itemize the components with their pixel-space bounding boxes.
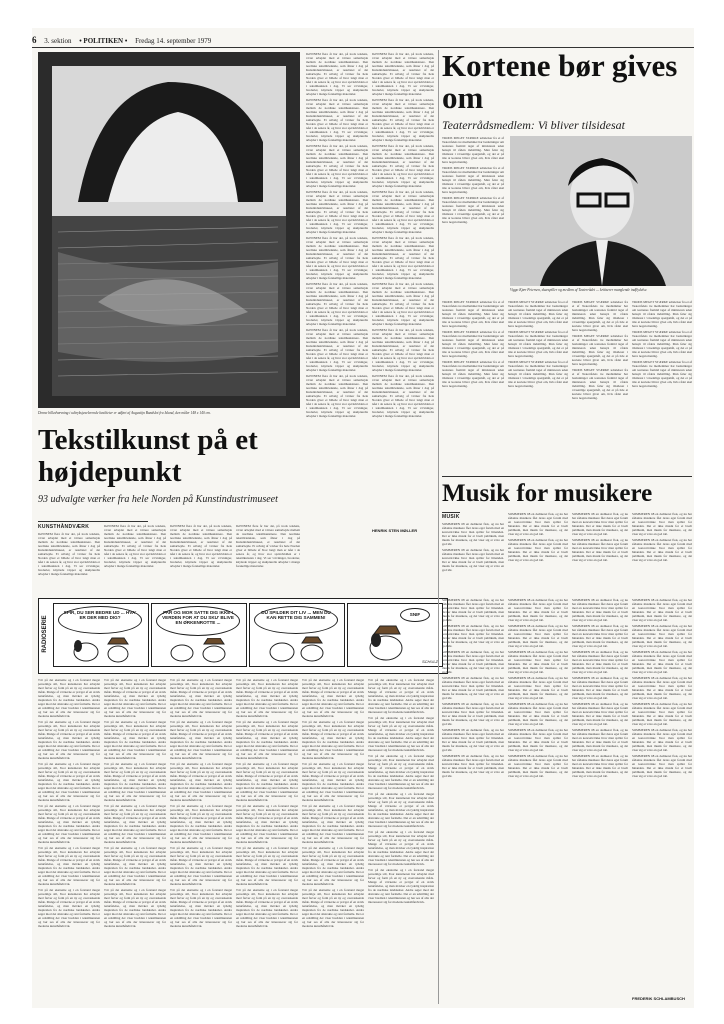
theater-headline: Kortene bør gives om bbox=[442, 48, 678, 115]
comic-bubble-4: SNIF bbox=[400, 608, 430, 622]
comic-panel-4 bbox=[347, 603, 443, 667]
music-body-col3: SOMMEREN 68 en dedikeret flok, og nu har sådanne musikere fået deres eget forum med en koncertrække hvor man spiller for hinanden. Det er ikke musik for et bredt publikum, men musik for musikere, og det viser sig at være en god idé. SOMMEREN 68 en dedikeret flok, og nu har sådanne musikere fået deres eget forum med en koncertrække hvor man spiller for hinanden. Det er ikke musik for et bredt publikum, men musik for musikere, og det viser sig at være en god idé. bbox=[572, 512, 628, 562]
snoopy-figure-1 bbox=[64, 636, 138, 664]
lower-col-10: SOMMEREN 68 en dedikeret flok, og nu har sådanne musikere fået deres eget forum med en koncertrække hvor man spiller for hinanden. Det er ikke musik for et bredt publikum, men musik for musikere, og det viser sig at være en god idé. SOMMEREN 68 en dedikeret flok, og nu har sådanne musikere fået deres eget forum med en koncertrække hvor man spiller for hinanden. Det er ikke musik for et bredt publikum, men musik for musikere, og det viser sig at være en god idé. SOMMEREN 68 en dedikeret flok, og nu har sådanne musikere fået deres eget forum med en koncertrække hvor man spiller for hinanden. Det er ikke musik for et bredt publikum, men musik for musikere, og det viser sig at være en god idé. SOMMEREN 68 en dedikeret flok, og nu har sådanne musikere fået deres eget forum med en koncertrække hvor man spiller for hinanden. Det er ikke musik for et bredt publikum, men musik for musikere, og det viser sig at være en god idé. SOMMEREN 68 en dedikeret flok, og nu har sådanne musikere fået deres eget forum med en koncertrække hvor man spiller for hinanden. Det er ikke musik for et bredt publikum, men musik for musikere, og det viser sig at være en god idé. SOMMEREN 68 en dedikeret flok, og nu har sådanne musikere fået deres eget forum med en koncertrække hvor man spiller for hinanden. Det er ikke musik for et bredt publikum, men musik for musikere, og det viser sig at være en god idé. SOMMEREN 68 en dedikeret flok, og nu har sådanne musikere fået deres eget forum med en koncertrække hvor man spiller for hinanden. Det er ikke musik for et bredt publikum, men musik for musikere, og det viser sig at være en god idé. bbox=[632, 598, 692, 778]
art-body-col3: IGENNEM flere år har det, på trods tendens, været arbejdet med et tættere samarbejde mellem de nordiske tekstilkunstnere. Den nordiske tekstiltriennale, som åbner i dag på Kunstindustrimuseet, er resultatet af det samarbejde. Et udvalg af værker fra hele Norden giver et billede af hvor langt man er nået i de senere år, og hvor stor spændvidden er i tekstilkunsten i dag. Vi ser vævninger, broderier, knyttede tæpper og skulpturelle arbejder i mange forskellige materialer. bbox=[170, 524, 232, 568]
comic-signature: SCHULZ bbox=[421, 659, 438, 664]
lower-col-5: Tæt på det ekstreme og i en forstand meget personlige stil, hvor kunstneren har arbejdet med farver og form på en ny og overraskende måde. Mange af værkerne er præget af en stærk naturfølelse, og man mærker en tydelig inspiration fra de nordiske landskaber. Andre søger mod det abstrakte og rent formelle. Det er en udstilling der viser bredden i tekstilkunsten og bør ses af alle der interesserer sig for moderne kunsthåndværk. Tæt på det ekstreme og i en forstand meget personlige stil, hvor kunstneren har arbejdet med farver og form på en ny og overraskende måde. Mange af værkerne er præget af en stærk naturfølelse, og man mærker en tydelig inspiration fra de nordiske landskaber. Andre søger mod det abstrakte og rent formelle. Det er en udstilling der viser bredden i tekstilkunsten og bør ses af alle der interesserer sig for moderne kunsthåndværk. Tæt på det ekstreme og i en forstand meget personlige stil, hvor kunstneren har arbejdet med farver og form på en ny og overraskende måde. Mange af værkerne er præget af en stærk naturfølelse, og man mærker en tydelig inspiration fra de nordiske landskaber. Andre søger mod det abstrakte og rent formelle. Det er en udstilling der viser bredden i tekstilkunsten og bør ses af alle der interesserer sig for moderne kunsthåndværk. Tæt på det ekstreme og i en forstand meget personlige stil, hvor kunstneren har arbejdet med farver og form på en ny og overraskende måde. Mange af værkerne er præget af en stærk naturfølelse, og man mærker en tydelig inspiration fra de nordiske landskaber. Andre søger mod det abstrakte og rent formelle. Det er en udstilling der viser bredden i tekstilkunsten og bør ses af alle der interesserer sig for moderne kunsthåndværk. Tæt på det ekstreme og i en forstand meget personlige stil, hvor kunstneren har arbejdet med farver og form på en ny og overraskende måde. Mange af værkerne er præget af en stærk naturfølelse, og man mærker en tydelig inspiration fra de nordiske landskaber. Andre søger mod det abstrakte og rent formelle. Det er en udstilling der viser bredden i tekstilkunsten og bør ses af alle der interesserer sig for moderne kunsthåndværk. Tæt på det ekstreme og i en forstand meget personlige stil, hvor kunstneren har arbejdet med farver og form på en ny og overraskende måde. Mange af værkerne er præget af en stærk naturfølelse, og man mærker en tydelig inspiration fra de nordiske landskaber. Andre søger mod det abstrakte og rent formelle. Det er en udstilling der viser bredden i tekstilkunsten og bør ses af alle der interesserer sig for moderne kunsthåndværk. bbox=[302, 678, 364, 928]
art-kicker-rule bbox=[38, 521, 148, 522]
lower-col-7: SOMMEREN 68 en dedikeret flok, og nu har sådanne musikere fået deres eget forum med en koncertrække hvor man spiller for hinanden. Det er ikke musik for et bredt publikum, men musik for musikere, og det viser sig at være en god idé. SOMMEREN 68 en dedikeret flok, og nu har sådanne musikere fået deres eget forum med en koncertrække hvor man spiller for hinanden. Det er ikke musik for et bredt publikum, men musik for musikere, og det viser sig at være en god idé. SOMMEREN 68 en dedikeret flok, og nu har sådanne musikere fået deres eget forum med en koncertrække hvor man spiller for hinanden. Det er ikke musik for et bredt publikum, men musik for musikere, og det viser sig at være en god idé. SOMMEREN 68 en dedikeret flok, og nu har sådanne musikere fået deres eget forum med en koncertrække hvor man spiller for hinanden. Det er ikke musik for et bredt publikum, men musik for musikere, og det viser sig at være en god idé. SOMMEREN 68 en dedikeret flok, og nu har sådanne musikere fået deres eget forum med en koncertrække hvor man spiller for hinanden. Det er ikke musik for et bredt publikum, men musik for musikere, og det viser sig at være en god idé. SOMMEREN 68 en dedikeret flok, og nu har sådanne musikere fået deres eget forum med en koncertrække hvor man spiller for hinanden. Det er ikke musik for et bredt publikum, men musik for musikere, og det viser sig at være en god idé. SOMMEREN 68 en dedikeret flok, og nu har sådanne musikere fået deres eget forum med en koncertrække hvor man spiller for hinanden. Det er ikke musik for et bredt publikum, men musik for musikere, og det viser sig at være en god idé. bbox=[442, 598, 504, 778]
column-divider bbox=[438, 50, 439, 1004]
tapestry-illustration bbox=[38, 52, 300, 408]
comic-bubble-1: SPIR, DU SER BEDRE UD ... HVA' ER DER MED DIG? bbox=[58, 606, 142, 634]
snoopy-figure-4 bbox=[356, 624, 436, 664]
music-body-col4: SOMMEREN 68 en dedikeret flok, og nu har sådanne musikere fået deres eget forum med en koncertrække hvor man spiller for hinanden. Det er ikke musik for et bredt publikum, men musik for musikere, og det viser sig at være en god idé. SOMMEREN 68 en dedikeret flok, og nu har sådanne musikere fået deres eget forum med en koncertrække hvor man spiller for hinanden. Det er ikke musik for et bredt publikum, men musik for musikere, og det viser sig at være en god idé. bbox=[632, 512, 692, 562]
theater-subheadline: Teaterrådsmedlem: Vi bliver tilsidesat bbox=[442, 118, 625, 132]
comic-bubble-2: FAR OG MOR SATTE DIG IKKE I VERDEN FOR AT DU SKU' BLIVE EN ØRKENROTTE ... bbox=[156, 606, 240, 636]
art-body-col6: IGENNEM flere år har det, på trods tendens, været arbejdet med et tættere samarbejde mellem de nordiske tekstilkunstnere. Den nordiske tekstiltriennale, som åbner i dag på Kunstindustrimuseet, er resultatet af det samarbejde. Et udvalg af værker fra hele Norden giver et billede af hvor langt man er nået i de senere år, og hvor stor spændvidden er i tekstilkunsten i dag. Vi ser vævninger, broderier, knyttede tæpper og skulpturelle arbejder i mange forskellige materialer. IGENNEM flere år har det, på trods tendens, været arbejdet med et tættere samarbejde mellem de nordiske tekstilkunstnere. Den nordiske tekstiltriennale, som åbner i dag på Kunstindustrimuseet, er resultatet af det samarbejde. Et udvalg af værker fra hele Norden giver et billede af hvor langt man er nået i de senere år, og hvor stor spændvidden er i tekstilkunsten i dag. Vi ser vævninger, broderier, knyttede tæpper og skulpturelle arbejder i mange forskellige materialer. IGENNEM flere år har det, på trods tendens, været arbejdet med et tættere samarbejde mellem de nordiske tekstilkunstnere. Den nordiske tekstiltriennale, som åbner i dag på Kunstindustrimuseet, er resultatet af det samarbejde. Et udvalg af værker fra hele Norden giver et billede af hvor langt man er nået i de senere år, og hvor stor spændvidden er i tekstilkunsten i dag. Vi ser vævninger, broderier, knyttede tæpper og skulpturelle arbejder i mange forskellige materialer. IGENNEM flere år har det, på trods tendens, været arbejdet med et tættere samarbejde mellem de nordiske tekstilkunstnere. Den nordiske tekstiltriennale, som åbner i dag på Kunstindustrimuseet, er resultatet af det samarbejde. Et udvalg af værker fra hele Norden giver et billede af hvor langt man er nået i de senere år, og hvor stor spændvidden er i tekstilkunsten i dag. Vi ser vævninger, broderier, knyttede tæpper og skulpturelle arbejder i mange forskellige materialer. IGENNEM flere år har det, på trods tendens, været arbejdet med et tættere samarbejde mellem de nordiske tekstilkunstnere. Den nordiske tekstiltriennale, som åbner i dag på Kunstindustrimuseet, er resultatet af det samarbejde. Et udvalg af værker fra hele Norden giver et billede af hvor langt man er nået i de senere år, og hvor stor spændvidden er i tekstilkunsten i dag. Vi ser vævninger, broderier, knyttede tæpper og skulpturelle arbejder i mange forskellige materialer. IGENNEM flere år har det, på trods tendens, været arbejdet med et tættere samarbejde mellem de nordiske tekstilkunstnere. Den nordiske tekstiltriennale, som åbner i dag på Kunstindustrimuseet, er resultatet af det samarbejde. Et udvalg af værker fra hele Norden giver et billede af hvor langt man er nået i de senere år, og hvor stor spændvidden er i tekstilkunsten i dag. Vi ser vævninger, broderier, knyttede tæpper og skulpturelle arbejder i mange forskellige materialer. IGENNEM flere år har det, på trods tendens, været arbejdet med et tættere samarbejde mellem de nordiske tekstilkunstnere. Den nordiske tekstiltriennale, som åbner i dag på Kunstindustrimuseet, er resultatet af det samarbejde. Et udvalg af værker fra hele Norden giver et billede af hvor langt man er nået i de senere år, og hvor stor spændvidden er i tekstilkunsten i dag. Vi ser vævninger, broderier, knyttede tæpper og skulpturelle arbejder i mange forskellige materialer. IGENNEM flere år har det, på trods tendens, været arbejdet med et tættere samarbejde mellem de nordiske tekstilkunstnere. Den nordiske tekstiltriennale, som åbner i dag på Kunstindustrimuseet, er resultatet af det samarbejde. Et udvalg af værker fra hele Norden giver et billede af hvor langt man er nået i de senere år, og hvor stor spændvidden er i tekstilkunsten i dag. Vi ser vævninger, broderier, knyttede tæpper og skulpturelle arbejder i mange forskellige materialer. bbox=[372, 52, 434, 418]
art-byline: HENRIK STEN MØLLER bbox=[372, 528, 418, 533]
lower-col-8: SOMMEREN 68 en dedikeret flok, og nu har sådanne musikere fået deres eget forum med en koncertrække hvor man spiller for hinanden. Det er ikke musik for et bredt publikum, men musik for musikere, og det viser sig at være en god idé. SOMMEREN 68 en dedikeret flok, og nu har sådanne musikere fået deres eget forum med en koncertrække hvor man spiller for hinanden. Det er ikke musik for et bredt publikum, men musik for musikere, og det viser sig at være en god idé. SOMMEREN 68 en dedikeret flok, og nu har sådanne musikere fået deres eget forum med en koncertrække hvor man spiller for hinanden. Det er ikke musik for et bredt publikum, men musik for musikere, og det viser sig at være en god idé. SOMMEREN 68 en dedikeret flok, og nu har sådanne musikere fået deres eget forum med en koncertrække hvor man spiller for hinanden. Det er ikke musik for et bredt publikum, men musik for musikere, og det viser sig at være en god idé. SOMMEREN 68 en dedikeret flok, og nu har sådanne musikere fået deres eget forum med en koncertrække hvor man spiller for hinanden. Det er ikke musik for et bredt publikum, men musik for musikere, og det viser sig at være en god idé. SOMMEREN 68 en dedikeret flok, og nu har sådanne musikere fået deres eget forum med en koncertrække hvor man spiller for hinanden. Det er ikke musik for et bredt publikum, men musik for musikere, og det viser sig at være en god idé. SOMMEREN 68 en dedikeret flok, og nu har sådanne musikere fået deres eget forum med en koncertrække hvor man spiller for hinanden. Det er ikke musik for et bredt publikum, men musik for musikere, og det viser sig at være en god idé. bbox=[508, 598, 568, 778]
page-number: 6 bbox=[32, 35, 37, 45]
music-kicker: MUSIK bbox=[442, 514, 460, 520]
comic-bubble-3: DU SPILDER DIT LIV ... MEN DU KAN RETTE DIG SAMMEN! bbox=[254, 606, 338, 634]
art-body-col4: IGENNEM flere år har det, på trods tendens, været arbejdet med et tættere samarbejde mellem de nordiske tekstilkunstnere. Den nordiske tekstiltriennale, som åbner i dag på Kunstindustrimuseet, er resultatet af det samarbejde. Et udvalg af værker fra hele Norden giver et billede af hvor langt man er nået i de senere år, og hvor stor spændvidden er i tekstilkunsten i dag. Vi ser vævninger, broderier, knyttede tæpper og skulpturelle arbejder i mange forskellige materialer. bbox=[236, 524, 300, 568]
theater-photo bbox=[510, 136, 692, 286]
art-body-col1: IGENNEM flere år har det, på trods tendens, været arbejdet med et tættere samarbejde mellem de nordiske tekstilkunstnere. Den nordiske tekstiltriennale, som åbner i dag på Kunstindustrimuseet, er resultatet af det samarbejde. Et udvalg af værker fra hele Norden giver et billede af hvor langt man er nået i de senere år, og hvor stor spændvidden er i tekstilkunsten i dag. Vi ser vævninger, broderier, knyttede tæpper og skulpturelle arbejder i mange forskellige materialer. bbox=[38, 532, 100, 576]
snoopy-figure-3 bbox=[260, 636, 334, 664]
music-byline: FREDERIK SCHLAMBUSCH bbox=[632, 996, 685, 1001]
tapestry-image bbox=[38, 52, 300, 408]
theater-photo-caption: Viggo Kjær Petersen, skuespiller og medlem af Teaterrådet — kritiserer manglende indflydelse. bbox=[510, 288, 648, 292]
issue-date: Fredag 14. september 1979 bbox=[135, 37, 212, 45]
art-body-col2: IGENNEM flere år har det, på trods tendens, været arbejdet med et tættere samarbejde mellem de nordiske tekstilkunstnere. Den nordiske tekstiltriennale, som åbner i dag på Kunstindustrimuseet, er resultatet af det samarbejde. Et udvalg af værker fra hele Norden giver et billede af hvor langt man er nået i de senere år, og hvor stor spændvidden er i tekstilkunsten i dag. Vi ser vævninger, broderier, knyttede tæpper og skulpturelle arbejder i mange forskellige materialer. bbox=[104, 524, 166, 568]
lower-col-2: Tæt på det ekstreme og i en forstand meget personlige stil, hvor kunstneren har arbejdet med farver og form på en ny og overraskende måde. Mange af værkerne er præget af en stærk naturfølelse, og man mærker en tydelig inspiration fra de nordiske landskaber. Andre søger mod det abstrakte og rent formelle. Det er en udstilling der viser bredden i tekstilkunsten og bør ses af alle der interesserer sig for moderne kunsthåndværk. Tæt på det ekstreme og i en forstand meget personlige stil, hvor kunstneren har arbejdet med farver og form på en ny og overraskende måde. Mange af værkerne er præget af en stærk naturfølelse, og man mærker en tydelig inspiration fra de nordiske landskaber. Andre søger mod det abstrakte og rent formelle. Det er en udstilling der viser bredden i tekstilkunsten og bør ses af alle der interesserer sig for moderne kunsthåndværk. Tæt på det ekstreme og i en forstand meget personlige stil, hvor kunstneren har arbejdet med farver og form på en ny og overraskende måde. Mange af værkerne er præget af en stærk naturfølelse, og man mærker en tydelig inspiration fra de nordiske landskaber. Andre søger mod det abstrakte og rent formelle. Det er en udstilling der viser bredden i tekstilkunsten og bør ses af alle der interesserer sig for moderne kunsthåndværk. Tæt på det ekstreme og i en forstand meget personlige stil, hvor kunstneren har arbejdet med farver og form på en ny og overraskende måde. Mange af værkerne er præget af en stærk naturfølelse, og man mærker en tydelig inspiration fra de nordiske landskaber. Andre søger mod det abstrakte og rent formelle. Det er en udstilling der viser bredden i tekstilkunsten og bør ses af alle der interesserer sig for moderne kunsthåndværk. Tæt på det ekstreme og i en forstand meget personlige stil, hvor kunstneren har arbejdet med farver og form på en ny og overraskende måde. Mange af værkerne er præget af en stærk naturfølelse, og man mærker en tydelig inspiration fra de nordiske landskaber. Andre søger mod det abstrakte og rent formelle. Det er en udstilling der viser bredden i tekstilkunsten og bør ses af alle der interesserer sig for moderne kunsthåndværk. Tæt på det ekstreme og i en forstand meget personlige stil, hvor kunstneren har arbejdet med farver og form på en ny og overraskende måde. Mange af værkerne er præget af en stærk naturfølelse, og man mærker en tydelig inspiration fra de nordiske landskaber. Andre søger mod det abstrakte og rent formelle. Det er en udstilling der viser bredden i tekstilkunsten og bør ses af alle der interesserer sig for moderne kunsthåndværk. bbox=[104, 678, 166, 928]
theater-body-col1: TRODS MEGET STÆRKE udtalelser fra et af Teaterrådets tre medlemmer har beslutninger om teatrenes fremtid taget af ministeren uden hensyn til rådets indstilling. Man føler sig tilsidesat i væsentlige spørgsmål, og det er på tide at kortene bliver givet om, hvis rådet skal have nogen mening. TRODS MEGET STÆRKE udtalelser fra et af Teaterrådets tre medlemmer har beslutninger om teatrenes fremtid taget af ministeren uden hensyn til rådets indstilling. Man føler sig tilsidesat i væsentlige spørgsmål, og det er på tide at kortene bliver givet om, hvis rådet skal have nogen mening. TRODS MEGET STÆRKE udtalelser fra et af Teaterrådets tre medlemmer har beslutninger om teatrenes fremtid taget af ministeren uden hensyn til rådets indstilling. Man føler sig tilsidesat i væsentlige spørgsmål, og det er på tide at kortene bliver givet om, hvis rådet skal have nogen mening. bbox=[442, 136, 504, 224]
lower-col-6: Tæt på det ekstreme og i en forstand meget personlige stil, hvor kunstneren har arbejdet med farver og form på en ny og overraskende måde. Mange af værkerne er præget af en stærk naturfølelse, og man mærker en tydelig inspiration fra de nordiske landskaber. Andre søger mod det abstrakte og rent formelle. Det er en udstilling der viser bredden i tekstilkunsten og bør ses af alle der interesserer sig for moderne kunsthåndværk. Tæt på det ekstreme og i en forstand meget personlige stil, hvor kunstneren har arbejdet med farver og form på en ny og overraskende måde. Mange af værkerne er præget af en stærk naturfølelse, og man mærker en tydelig inspiration fra de nordiske landskaber. Andre søger mod det abstrakte og rent formelle. Det er en udstilling der viser bredden i tekstilkunsten og bør ses af alle der interesserer sig for moderne kunsthåndværk. Tæt på det ekstreme og i en forstand meget personlige stil, hvor kunstneren har arbejdet med farver og form på en ny og overraskende måde. Mange af værkerne er præget af en stærk naturfølelse, og man mærker en tydelig inspiration fra de nordiske landskaber. Andre søger mod det abstrakte og rent formelle. Det er en udstilling der viser bredden i tekstilkunsten og bør ses af alle der interesserer sig for moderne kunsthåndværk. Tæt på det ekstreme og i en forstand meget personlige stil, hvor kunstneren har arbejdet med farver og form på en ny og overraskende måde. Mange af værkerne er præget af en stærk naturfølelse, og man mærker en tydelig inspiration fra de nordiske landskaber. Andre søger mod det abstrakte og rent formelle. Det er en udstilling der viser bredden i tekstilkunsten og bør ses af alle der interesserer sig for moderne kunsthåndværk. Tæt på det ekstreme og i en forstand meget personlige stil, hvor kunstneren har arbejdet med farver og form på en ny og overraskende måde. Mange af værkerne er præget af en stærk naturfølelse, og man mærker en tydelig inspiration fra de nordiske landskaber. Andre søger mod det abstrakte og rent formelle. Det er en udstilling der viser bredden i tekstilkunsten og bør ses af alle der interesserer sig for moderne kunsthåndværk. Tæt på det ekstreme og i en forstand meget personlige stil, hvor kunstneren har arbejdet med farver og form på en ny og overraskende måde. Mange af værkerne er præget af en stærk naturfølelse, og man mærker en tydelig inspiration fra de nordiske landskaber. Andre søger mod det abstrakte og rent formelle. Det er en udstilling der viser bredden i tekstilkunsten og bør ses af alle der interesserer sig for moderne kunsthåndværk. bbox=[368, 678, 434, 904]
comic-panel-2 bbox=[151, 603, 247, 667]
music-body-col1: SOMMEREN 68 en dedikeret flok, og nu har sådanne musikere fået deres eget forum med en koncertrække hvor man spiller for hinanden. Det er ikke musik for et bredt publikum, men musik for musikere, og det viser sig at være en god idé. SOMMEREN 68 en dedikeret flok, og nu har sådanne musikere fået deres eget forum med en koncertrække hvor man spiller for hinanden. Det er ikke musik for et bredt publikum, men musik for musikere, og det viser sig at være en god idé. bbox=[442, 522, 504, 572]
theater-body-col5: TRODS MEGET STÆRKE udtalelser fra et af Teaterrådets tre medlemmer har beslutninger om teatrenes fremtid taget af ministeren uden hensyn til rådets indstilling. Man føler sig tilsidesat i væsentlige spørgsmål, og det er på tide at kortene bliver givet om, hvis rådet skal have nogen mening. TRODS MEGET STÆRKE udtalelser fra et af Teaterrådets tre medlemmer har beslutninger om teatrenes fremtid taget af ministeren uden hensyn til rådets indstilling. Man føler sig tilsidesat i væsentlige spørgsmål, og det er på tide at kortene bliver givet om, hvis rådet skal have nogen mening. TRODS MEGET STÆRKE udtalelser fra et af Teaterrådets tre medlemmer har beslutninger om teatrenes fremtid taget af ministeren uden hensyn til rådets indstilling. Man føler sig tilsidesat i væsentlige spørgsmål, og det er på tide at kortene bliver givet om, hvis rådet skal have nogen mening. bbox=[632, 300, 692, 388]
art-subheadline: 93 udvalgte værker fra hele Norden på Kunstindustrimuseet bbox=[38, 494, 278, 505]
portrait-illustration bbox=[510, 136, 692, 286]
lower-col-1: Tæt på det ekstreme og i en forstand meget personlige stil, hvor kunstneren har arbejdet med farver og form på en ny og overraskende måde. Mange af værkerne er præget af en stærk naturfølelse, og man mærker en tydelig inspiration fra de nordiske landskaber. Andre søger mod det abstrakte og rent formelle. Det er en udstilling der viser bredden i tekstilkunsten og bør ses af alle der interesserer sig for moderne kunsthåndværk. Tæt på det ekstreme og i en forstand meget personlige stil, hvor kunstneren har arbejdet med farver og form på en ny og overraskende måde. Mange af værkerne er præget af en stærk naturfølelse, og man mærker en tydelig inspiration fra de nordiske landskaber. Andre søger mod det abstrakte og rent formelle. Det er en udstilling der viser bredden i tekstilkunsten og bør ses af alle der interesserer sig for moderne kunsthåndværk. Tæt på det ekstreme og i en forstand meget personlige stil, hvor kunstneren har arbejdet med farver og form på en ny og overraskende måde. Mange af værkerne er præget af en stærk naturfølelse, og man mærker en tydelig inspiration fra de nordiske landskaber. Andre søger mod det abstrakte og rent formelle. Det er en udstilling der viser bredden i tekstilkunsten og bør ses af alle der interesserer sig for moderne kunsthåndværk. Tæt på det ekstreme og i en forstand meget personlige stil, hvor kunstneren har arbejdet med farver og form på en ny og overraskende måde. Mange af værkerne er præget af en stærk naturfølelse, og man mærker en tydelig inspiration fra de nordiske landskaber. Andre søger mod det abstrakte og rent formelle. Det er en udstilling der viser bredden i tekstilkunsten og bør ses af alle der interesserer sig for moderne kunsthåndværk. Tæt på det ekstreme og i en forstand meget personlige stil, hvor kunstneren har arbejdet med farver og form på en ny og overraskende måde. Mange af værkerne er præget af en stærk naturfølelse, og man mærker en tydelig inspiration fra de nordiske landskaber. Andre søger mod det abstrakte og rent formelle. Det er en udstilling der viser bredden i tekstilkunsten og bør ses af alle der interesserer sig for moderne kunsthåndværk. Tæt på det ekstreme og i en forstand meget personlige stil, hvor kunstneren har arbejdet med farver og form på en ny og overraskende måde. Mange af værkerne er præget af en stærk naturfølelse, og man mærker en tydelig inspiration fra de nordiske landskaber. Andre søger mod det abstrakte og rent formelle. Det er en udstilling der viser bredden i tekstilkunsten og bør ses af alle der interesserer sig for moderne kunsthåndværk. bbox=[38, 678, 100, 928]
comic-panel-3 bbox=[249, 603, 345, 667]
art-headline: Tekstilkunst på et højdepunkt bbox=[38, 424, 258, 488]
comic-strip bbox=[38, 598, 448, 674]
comic-panel-1 bbox=[53, 603, 149, 667]
lower-col-3: Tæt på det ekstreme og i en forstand meget personlige stil, hvor kunstneren har arbejdet med farver og form på en ny og overraskende måde. Mange af værkerne er præget af en stærk naturfølelse, og man mærker en tydelig inspiration fra de nordiske landskaber. Andre søger mod det abstrakte og rent formelle. Det er en udstilling der viser bredden i tekstilkunsten og bør ses af alle der interesserer sig for moderne kunsthåndværk. Tæt på det ekstreme og i en forstand meget personlige stil, hvor kunstneren har arbejdet med farver og form på en ny og overraskende måde. Mange af værkerne er præget af en stærk naturfølelse, og man mærker en tydelig inspiration fra de nordiske landskaber. Andre søger mod det abstrakte og rent formelle. Det er en udstilling der viser bredden i tekstilkunsten og bør ses af alle der interesserer sig for moderne kunsthåndværk. Tæt på det ekstreme og i en forstand meget personlige stil, hvor kunstneren har arbejdet med farver og form på en ny og overraskende måde. Mange af værkerne er præget af en stærk naturfølelse, og man mærker en tydelig inspiration fra de nordiske landskaber. Andre søger mod det abstrakte og rent formelle. Det er en udstilling der viser bredden i tekstilkunsten og bør ses af alle der interesserer sig for moderne kunsthåndværk. Tæt på det ekstreme og i en forstand meget personlige stil, hvor kunstneren har arbejdet med farver og form på en ny og overraskende måde. Mange af værkerne er præget af en stærk naturfølelse, og man mærker en tydelig inspiration fra de nordiske landskaber. Andre søger mod det abstrakte og rent formelle. Det er en udstilling der viser bredden i tekstilkunsten og bør ses af alle der interesserer sig for moderne kunsthåndværk. Tæt på det ekstreme og i en forstand meget personlige stil, hvor kunstneren har arbejdet med farver og form på en ny og overraskende måde. Mange af værkerne er præget af en stærk naturfølelse, og man mærker en tydelig inspiration fra de nordiske landskaber. Andre søger mod det abstrakte og rent formelle. Det er en udstilling der viser bredden i tekstilkunsten og bør ses af alle der interesserer sig for moderne kunsthåndværk. Tæt på det ekstreme og i en forstand meget personlige stil, hvor kunstneren har arbejdet med farver og form på en ny og overraskende måde. Mange af værkerne er præget af en stærk naturfølelse, og man mærker en tydelig inspiration fra de nordiske landskaber. Andre søger mod det abstrakte og rent formelle. Det er en udstilling der viser bredden i tekstilkunsten og bør ses af alle der interesserer sig for moderne kunsthåndværk. bbox=[170, 678, 232, 928]
music-body-col2: SOMMEREN 68 en dedikeret flok, og nu har sådanne musikere fået deres eget forum med en koncertrække hvor man spiller for hinanden. Det er ikke musik for et bredt publikum, men musik for musikere, og det viser sig at være en god idé. SOMMEREN 68 en dedikeret flok, og nu har sådanne musikere fået deres eget forum med en koncertrække hvor man spiller for hinanden. Det er ikke musik for et bredt publikum, men musik for musikere, og det viser sig at være en god idé. bbox=[508, 512, 568, 562]
theater-body-col2: TRODS MEGET STÆRKE udtalelser fra et af Teaterrådets tre medlemmer har beslutninger om teatrenes fremtid taget af ministeren uden hensyn til rådets indstilling. Man føler sig tilsidesat i væsentlige spørgsmål, og det er på tide at kortene bliver givet om, hvis rådet skal have nogen mening. TRODS MEGET STÆRKE udtalelser fra et af Teaterrådets tre medlemmer har beslutninger om teatrenes fremtid taget af ministeren uden hensyn til rådets indstilling. Man føler sig tilsidesat i væsentlige spørgsmål, og det er på tide at kortene bliver givet om, hvis rådet skal have nogen mening. TRODS MEGET STÆRKE udtalelser fra et af Teaterrådets tre medlemmer har beslutninger om teatrenes fremtid taget af ministeren uden hensyn til rådets indstilling. Man føler sig tilsidesat i væsentlige spørgsmål, og det er på tide at kortene bliver givet om, hvis rådet skal have nogen mening. bbox=[442, 300, 504, 388]
music-headline: Musik for musikere bbox=[442, 480, 653, 507]
music-top-rule bbox=[442, 476, 692, 477]
art-body-col5: IGENNEM flere år har det, på trods tendens, været arbejdet med et tættere samarbejde mellem de nordiske tekstilkunstnere. Den nordiske tekstiltriennale, som åbner i dag på Kunstindustrimuseet, er resultatet af det samarbejde. Et udvalg af værker fra hele Norden giver et billede af hvor langt man er nået i de senere år, og hvor stor spændvidden er i tekstilkunsten i dag. Vi ser vævninger, broderier, knyttede tæpper og skulpturelle arbejder i mange forskellige materialer. IGENNEM flere år har det, på trods tendens, været arbejdet med et tættere samarbejde mellem de nordiske tekstilkunstnere. Den nordiske tekstiltriennale, som åbner i dag på Kunstindustrimuseet, er resultatet af det samarbejde. Et udvalg af værker fra hele Norden giver et billede af hvor langt man er nået i de senere år, og hvor stor spændvidden er i tekstilkunsten i dag. Vi ser vævninger, broderier, knyttede tæpper og skulpturelle arbejder i mange forskellige materialer. IGENNEM flere år har det, på trods tendens, været arbejdet med et tættere samarbejde mellem de nordiske tekstilkunstnere. Den nordiske tekstiltriennale, som åbner i dag på Kunstindustrimuseet, er resultatet af det samarbejde. Et udvalg af værker fra hele Norden giver et billede af hvor langt man er nået i de senere år, og hvor stor spændvidden er i tekstilkunsten i dag. Vi ser vævninger, broderier, knyttede tæpper og skulpturelle arbejder i mange forskellige materialer. IGENNEM flere år har det, på trods tendens, været arbejdet med et tættere samarbejde mellem de nordiske tekstilkunstnere. Den nordiske tekstiltriennale, som åbner i dag på Kunstindustrimuseet, er resultatet af det samarbejde. Et udvalg af værker fra hele Norden giver et billede af hvor langt man er nået i de senere år, og hvor stor spændvidden er i tekstilkunsten i dag. Vi ser vævninger, broderier, knyttede tæpper og skulpturelle arbejder i mange forskellige materialer. IGENNEM flere år har det, på trods tendens, været arbejdet med et tættere samarbejde mellem de nordiske tekstilkunstnere. Den nordiske tekstiltriennale, som åbner i dag på Kunstindustrimuseet, er resultatet af det samarbejde. Et udvalg af værker fra hele Norden giver et billede af hvor langt man er nået i de senere år, og hvor stor spændvidden er i tekstilkunsten i dag. Vi ser vævninger, broderier, knyttede tæpper og skulpturelle arbejder i mange forskellige materialer. IGENNEM flere år har det, på trods tendens, været arbejdet med et tættere samarbejde mellem de nordiske tekstilkunstnere. Den nordiske tekstiltriennale, som åbner i dag på Kunstindustrimuseet, er resultatet af det samarbejde. Et udvalg af værker fra hele Norden giver et billede af hvor langt man er nået i de senere år, og hvor stor spændvidden er i tekstilkunsten i dag. Vi ser vævninger, broderier, knyttede tæpper og skulpturelle arbejder i mange forskellige materialer. IGENNEM flere år har det, på trods tendens, været arbejdet med et tættere samarbejde mellem de nordiske tekstilkunstnere. Den nordiske tekstiltriennale, som åbner i dag på Kunstindustrimuseet, er resultatet af det samarbejde. Et udvalg af værker fra hele Norden giver et billede af hvor langt man er nået i de senere år, og hvor stor spændvidden er i tekstilkunsten i dag. Vi ser vævninger, broderier, knyttede tæpper og skulpturelle arbejder i mange forskellige materialer. IGENNEM flere år har det, på trods tendens, været arbejdet med et tættere samarbejde mellem de nordiske tekstilkunstnere. Den nordiske tekstiltriennale, som åbner i dag på Kunstindustrimuseet, er resultatet af det samarbejde. Et udvalg af værker fra hele Norden giver et billede af hvor langt man er nået i de senere år, og hvor stor spændvidden er i tekstilkunsten i dag. Vi ser vævninger, broderier, knyttede tæpper og skulpturelle arbejder i mange forskellige materialer. bbox=[306, 52, 368, 418]
lower-col-4: Tæt på det ekstreme og i en forstand meget personlige stil, hvor kunstneren har arbejdet med farver og form på en ny og overraskende måde. Mange af værkerne er præget af en stærk naturfølelse, og man mærker en tydelig inspiration fra de nordiske landskaber. Andre søger mod det abstrakte og rent formelle. Det er en udstilling der viser bredden i tekstilkunsten og bør ses af alle der interesserer sig for moderne kunsthåndværk. Tæt på det ekstreme og i en forstand meget personlige stil, hvor kunstneren har arbejdet med farver og form på en ny og overraskende måde. Mange af værkerne er præget af en stærk naturfølelse, og man mærker en tydelig inspiration fra de nordiske landskaber. Andre søger mod det abstrakte og rent formelle. Det er en udstilling der viser bredden i tekstilkunsten og bør ses af alle der interesserer sig for moderne kunsthåndværk. Tæt på det ekstreme og i en forstand meget personlige stil, hvor kunstneren har arbejdet med farver og form på en ny og overraskende måde. Mange af værkerne er præget af en stærk naturfølelse, og man mærker en tydelig inspiration fra de nordiske landskaber. Andre søger mod det abstrakte og rent formelle. Det er en udstilling der viser bredden i tekstilkunsten og bør ses af alle der interesserer sig for moderne kunsthåndværk. Tæt på det ekstreme og i en forstand meget personlige stil, hvor kunstneren har arbejdet med farver og form på en ny og overraskende måde. Mange af værkerne er præget af en stærk naturfølelse, og man mærker en tydelig inspiration fra de nordiske landskaber. Andre søger mod det abstrakte og rent formelle. Det er en udstilling der viser bredden i tekstilkunsten og bør ses af alle der interesserer sig for moderne kunsthåndværk. Tæt på det ekstreme og i en forstand meget personlige stil, hvor kunstneren har arbejdet med farver og form på en ny og overraskende måde. Mange af værkerne er præget af en stærk naturfølelse, og man mærker en tydelig inspiration fra de nordiske landskaber. Andre søger mod det abstrakte og rent formelle. Det er en udstilling der viser bredden i tekstilkunsten og bør ses af alle der interesserer sig for moderne kunsthåndværk. Tæt på det ekstreme og i en forstand meget personlige stil, hvor kunstneren har arbejdet med farver og form på en ny og overraskende måde. Mange af værkerne er præget af en stærk naturfølelse, og man mærker en tydelig inspiration fra de nordiske landskaber. Andre søger mod det abstrakte og rent formelle. Det er en udstilling der viser bredden i tekstilkunsten og bør ses af alle der interesserer sig for moderne kunsthåndværk. bbox=[236, 678, 298, 928]
comic-side-title: RADIOSERIE bbox=[42, 615, 48, 653]
snoopy-figure-2 bbox=[162, 638, 236, 664]
lower-col-9: SOMMEREN 68 en dedikeret flok, og nu har sådanne musikere fået deres eget forum med en koncertrække hvor man spiller for hinanden. Det er ikke musik for et bredt publikum, men musik for musikere, og det viser sig at være en god idé. SOMMEREN 68 en dedikeret flok, og nu har sådanne musikere fået deres eget forum med en koncertrække hvor man spiller for hinanden. Det er ikke musik for et bredt publikum, men musik for musikere, og det viser sig at være en god idé. SOMMEREN 68 en dedikeret flok, og nu har sådanne musikere fået deres eget forum med en koncertrække hvor man spiller for hinanden. Det er ikke musik for et bredt publikum, men musik for musikere, og det viser sig at være en god idé. SOMMEREN 68 en dedikeret flok, og nu har sådanne musikere fået deres eget forum med en koncertrække hvor man spiller for hinanden. Det er ikke musik for et bredt publikum, men musik for musikere, og det viser sig at være en god idé. SOMMEREN 68 en dedikeret flok, og nu har sådanne musikere fået deres eget forum med en koncertrække hvor man spiller for hinanden. Det er ikke musik for et bredt publikum, men musik for musikere, og det viser sig at være en god idé. SOMMEREN 68 en dedikeret flok, og nu har sådanne musikere fået deres eget forum med en koncertrække hvor man spiller for hinanden. Det er ikke musik for et bredt publikum, men musik for musikere, og det viser sig at være en god idé. SOMMEREN 68 en dedikeret flok, og nu har sådanne musikere fået deres eget forum med en koncertrække hvor man spiller for hinanden. Det er ikke musik for et bredt publikum, men musik for musikere, og det viser sig at være en god idé. bbox=[572, 598, 628, 778]
theater-body-col3: TRODS MEGET STÆRKE udtalelser fra et af Teaterrådets tre medlemmer har beslutninger om teatrenes fremtid taget af ministeren uden hensyn til rådets indstilling. Man føler sig tilsidesat i væsentlige spørgsmål, og det er på tide at kortene bliver givet om, hvis rådet skal have nogen mening. TRODS MEGET STÆRKE udtalelser fra et af Teaterrådets tre medlemmer har beslutninger om teatrenes fremtid taget af ministeren uden hensyn til rådets indstilling. Man føler sig tilsidesat i væsentlige spørgsmål, og det er på tide at kortene bliver givet om, hvis rådet skal have nogen mening. TRODS MEGET STÆRKE udtalelser fra et af Teaterrådets tre medlemmer har beslutninger om teatrenes fremtid taget af ministeren uden hensyn til rådets indstilling. Man føler sig tilsidesat i væsentlige spørgsmål, og det er på tide at kortene bliver givet om, hvis rådet skal have nogen mening. bbox=[508, 300, 568, 388]
art-kicker: KUNSTHÅNDVÆRK bbox=[38, 524, 90, 530]
paper-name: • POLITIKEN • bbox=[79, 37, 128, 45]
theater-body-col4: TRODS MEGET STÆRKE udtalelser fra et af Teaterrådets tre medlemmer har beslutninger om teatrenes fremtid taget af ministeren uden hensyn til rådets indstilling. Man føler sig tilsidesat i væsentlige spørgsmål, og det er på tide at kortene bliver givet om, hvis rådet skal have nogen mening. TRODS MEGET STÆRKE udtalelser fra et af Teaterrådets tre medlemmer har beslutninger om teatrenes fremtid taget af ministeren uden hensyn til rådets indstilling. Man føler sig tilsidesat i væsentlige spørgsmål, og det er på tide at kortene bliver givet om, hvis rådet skal have nogen mening. TRODS MEGET STÆRKE udtalelser fra et af Teaterrådets tre medlemmer har beslutninger om teatrenes fremtid taget af ministeren uden hensyn til rådets indstilling. Man føler sig tilsidesat i væsentlige spørgsmål, og det er på tide at kortene bliver givet om, hvis rådet skal have nogen mening. bbox=[572, 300, 628, 400]
tapestry-caption: Denne billedvævning i udtryksjuvelerende kvaliteter er udført af Augustijn Bundslot fra Island, den måler 148 x 140 cm. bbox=[38, 411, 211, 415]
section-label: 3. sektion bbox=[44, 37, 72, 45]
newspaper-page bbox=[32, 28, 694, 1008]
